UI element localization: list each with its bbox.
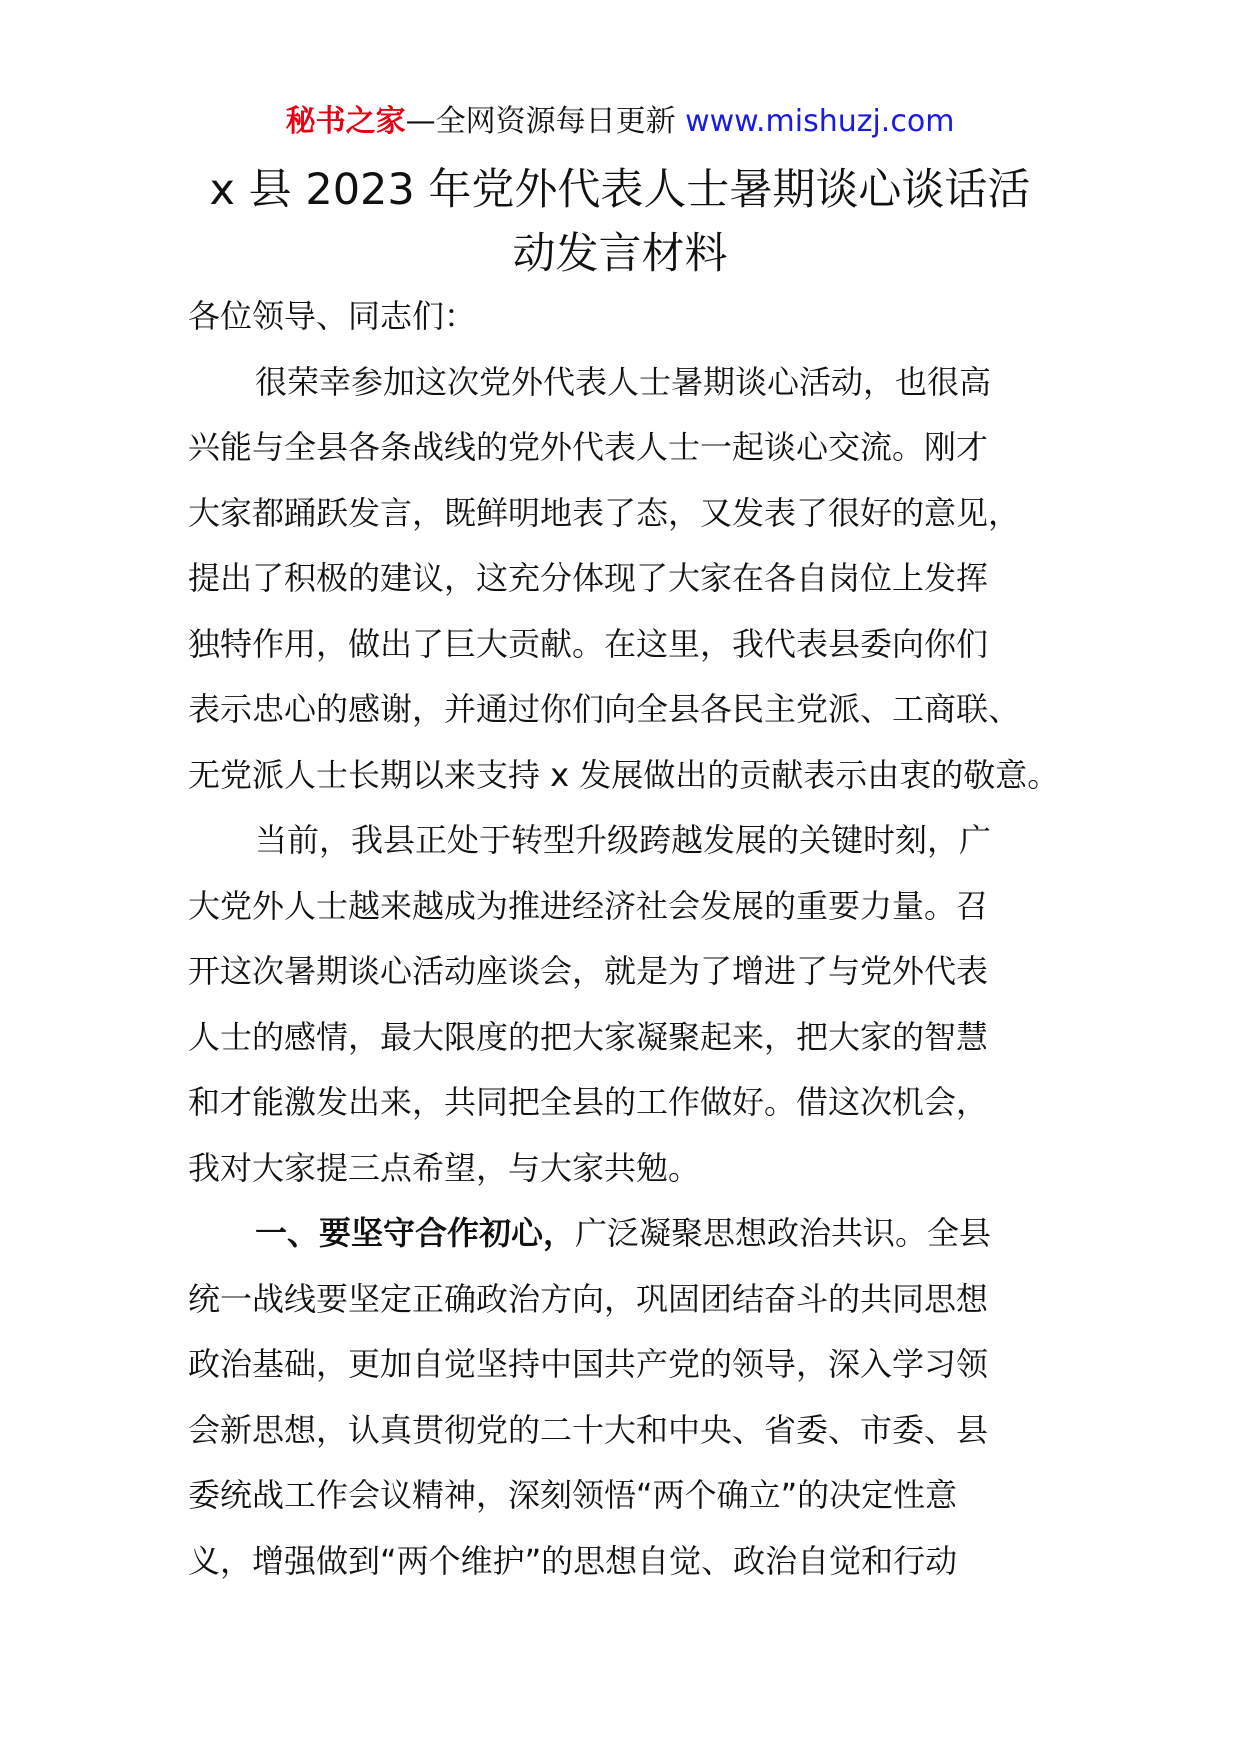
section-heading-line: [188, 1213, 1088, 1279]
title-line-1: x 县 2023 年党外代表人士暑期谈心谈话活: [209, 165, 1031, 215]
title-line-2: 动发言材料: [512, 229, 728, 279]
paragraph-line: 独特作用，做出了巨大贡献。在这里，我代表县委向你们: [188, 624, 989, 663]
paragraph-line: 大党外人士越来越成为推进经济社会发展的重要力量。召: [188, 886, 989, 925]
section-heading: 一、要坚守合作初心，: [255, 1214, 576, 1252]
site-brand: 秘书之家: [285, 104, 406, 139]
paragraph-line: 义，增强做到“两个维护”的思想自觉、政治自觉和行动: [188, 1541, 958, 1580]
paragraph-line: 表示忠心的感谢，并通过你们向全县各民主党派、工商联、: [188, 690, 1021, 728]
paragraph-line: 很荣幸参加这次党外代表人士暑期谈心活动，也很高: [255, 362, 992, 401]
paragraph-line: 人士的感情，最大限度的把大家凝聚起来，把大家的智慧: [188, 1017, 989, 1056]
site-url-link[interactable]: www.mishuzj.com: [675, 104, 955, 139]
paragraph-line: 开这次暑期谈心活动座谈会，就是为了增进了与党外代表: [188, 952, 989, 990]
salutation: 各位领导、同志们：: [188, 297, 477, 335]
paragraph-line: 我对大家提三点希望，与大家共勉。: [188, 1148, 701, 1187]
paragraph-line: 当前，我县正处于转型升级跨越发展的关键时刻，广: [255, 821, 992, 859]
paragraph-line: 兴能与全县各条战线的党外代表人士一起谈心交流。刚才: [188, 428, 989, 466]
section-heading-continuation: 广泛凝聚思想政治共识。全县: [575, 1214, 992, 1252]
paragraph-line: 无党派人士长期以来支持 x 发展做出的贡献表示由衷的敬意。: [188, 755, 1060, 794]
site-tagline: —全网资源每日更新: [405, 104, 676, 139]
paragraph-line: 和才能激发出来，共同把全县的工作做好。借这次机会，: [188, 1083, 989, 1121]
paragraph-line: 会新思想，认真贯彻党的二十大和中央、省委、市委、县: [188, 1410, 989, 1449]
document-title: [150, 158, 1090, 286]
site-header: [0, 100, 1240, 144]
paragraph-line: 提出了积极的建议，这充分体现了大家在各自岗位上发挥: [188, 559, 989, 597]
paragraph-line: 统一战线要坚定正确政治方向，巩固团结奋斗的共同思想: [188, 1279, 989, 1318]
paragraph-line: 大家都踊跃发言，既鲜明地表了态，又发表了很好的意见，: [188, 493, 1021, 532]
document-body: [188, 296, 1088, 1606]
paragraph-line: 委统战工作会议精神，深刻领悟“两个确立”的决定性意: [188, 1476, 958, 1514]
paragraph-line: 政治基础，更加自觉坚持中国共产党的领导，深入学习领: [188, 1345, 989, 1383]
